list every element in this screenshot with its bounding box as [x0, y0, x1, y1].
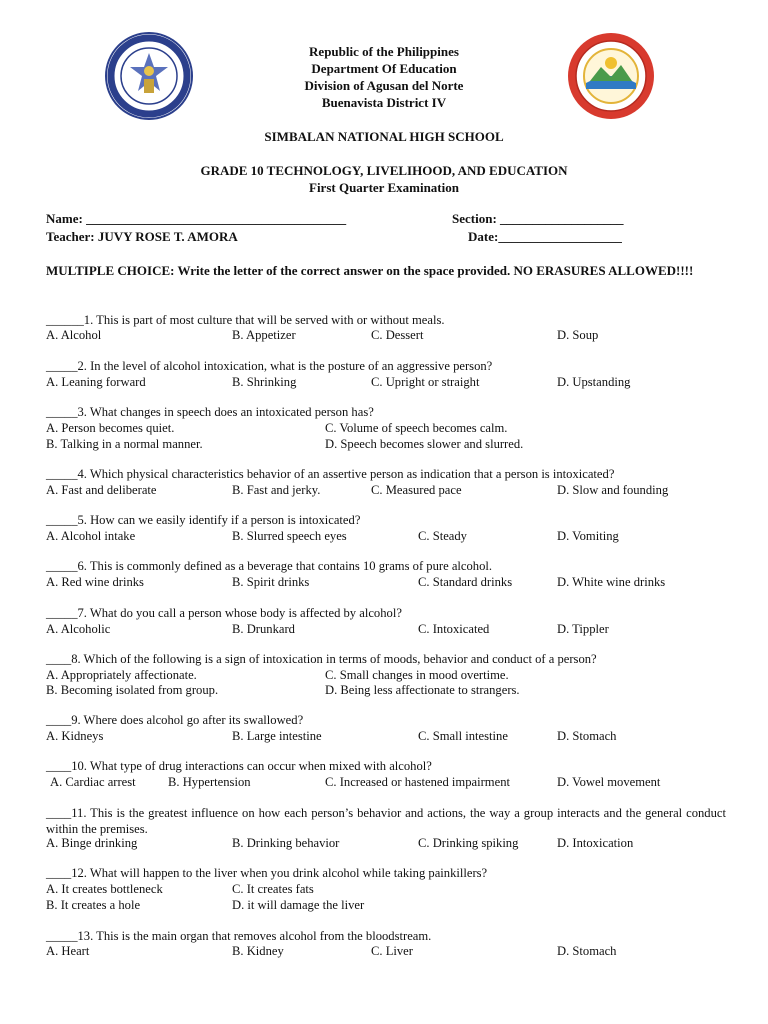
question-7: _____7. What do you call a person whose body is affected by alcohol? [46, 606, 402, 620]
section-field[interactable]: Section: ___________________ [452, 211, 624, 226]
q1-option-b: B. Appetizer [232, 328, 296, 342]
q1-option-a: A. Alcohol [46, 328, 102, 342]
q7-option-d: D. Tippler [557, 622, 609, 636]
q8-option-b: B. Becoming isolated from group. [46, 683, 219, 697]
q7-option-c: C. Intoxicated [418, 622, 490, 636]
school-name: SIMBALAN NATIONAL HIGH SCHOOL [264, 129, 504, 144]
q11-option-b: B. Drinking behavior [232, 836, 340, 850]
division-seal [566, 31, 656, 121]
q4-option-c: C. Measured pace [371, 483, 462, 497]
q3-option-a: A. Person becomes quiet. [46, 421, 175, 435]
q13-option-a: A. Heart [46, 944, 90, 958]
q6-option-d: D. White wine drinks [557, 575, 666, 589]
header-line-2: Department Of Education [311, 61, 457, 76]
question-2: _____2. In the level of alcohol intoxication, what is the posture of an aggressive person? [46, 359, 493, 373]
question-13: _____13. This is the main organ that removes alcohol from the bloodstream. [46, 929, 432, 943]
q7-option-b: B. Drunkard [232, 622, 295, 636]
q12-option-a: A. It creates bottleneck [46, 882, 163, 896]
subject-title: GRADE 10 TECHNOLOGY, LIVELIHOOD, AND EDUCATION [200, 163, 568, 178]
question-9: ____9. Where does alcohol go after its swallowed? [46, 713, 304, 727]
question-1: ______1. This is part of most culture that will be served with or without meals. [46, 313, 445, 327]
q6-option-b: B. Spirit drinks [232, 575, 310, 589]
q4-option-b: B. Fast and jerky. [232, 483, 321, 497]
q13-option-d: D. Stomach [557, 944, 617, 958]
q12-option-b: B. It creates a hole [46, 898, 141, 912]
q1-option-d: D. Soup [557, 328, 599, 342]
header-line-1: Republic of the Philippines [309, 44, 459, 59]
q6-option-a: A. Red wine drinks [46, 575, 144, 589]
q10-option-b: B. Hypertension [168, 775, 251, 789]
q4-option-d: D. Slow and founding [557, 483, 669, 497]
q9-option-a: A. Kidneys [46, 729, 104, 743]
q4-option-a: A. Fast and deliberate [46, 483, 157, 497]
q12-option-c: C. It creates fats [232, 882, 314, 896]
date-field[interactable]: Date:___________________ [468, 229, 622, 244]
q11-option-c: C. Drinking spiking [418, 836, 519, 850]
question-5: _____5. How can we easily identify if a person is intoxicated? [46, 513, 361, 527]
q8-option-c: C. Small changes in mood overtime. [325, 668, 509, 682]
question-10: ____10. What type of drug interactions can occur when mixed with alcohol? [46, 759, 432, 773]
header-line-3: Division of Agusan del Norte [304, 78, 464, 93]
q9-option-d: D. Stomach [557, 729, 617, 743]
q2-option-b: B. Shrinking [232, 375, 297, 389]
q3-option-d: D. Speech becomes slower and slurred. [325, 437, 524, 451]
q6-option-c: C. Standard drinks [418, 575, 513, 589]
instructions: MULTIPLE CHOICE: Write the letter of the correct answer on the space provided. NO ERASURES ALLOWED!!!! [46, 263, 694, 278]
q5-option-b: B. Slurred speech eyes [232, 529, 347, 543]
q2-option-c: C. Upright or straight [371, 375, 480, 389]
q9-option-b: B. Large intestine [232, 729, 322, 743]
name-field[interactable]: Name: ________________________________________ [46, 211, 347, 226]
teacher-field: Teacher: JUVY ROSE T. AMORA [46, 229, 238, 244]
q3-option-c: C. Volume of speech becomes calm. [325, 421, 508, 435]
q10-option-c: C. Increased or hastened impairment [325, 775, 510, 789]
q10-option-a: A. Cardiac arrest [50, 775, 136, 789]
q13-option-c: C. Liver [371, 944, 413, 958]
q5-option-d: D. Vomiting [557, 529, 619, 543]
question-11: ____11. This is the greatest influence on how each person’s behavior and actions, the way a group interacts and the general conduct within the premises. [46, 806, 726, 836]
q10-option-d: D. Vowel movement [557, 775, 661, 789]
question-12: ____12. What will happen to the liver when you drink alcohol while taking painkillers? [46, 866, 488, 880]
exam-title: First Quarter Examination [309, 180, 459, 195]
q3-option-b: B. Talking in a normal manner. [46, 437, 203, 451]
q7-option-a: A. Alcoholic [46, 622, 111, 636]
q2-option-a: A. Leaning forward [46, 375, 146, 389]
header-line-4: Buenavista District IV [321, 95, 447, 110]
q12-option-d: D. it will damage the liver [232, 898, 365, 912]
q11-option-a: A. Binge drinking [46, 836, 138, 850]
q9-option-c: C. Small intestine [418, 729, 508, 743]
q13-option-b: B. Kidney [232, 944, 284, 958]
question-3: _____3. What changes in speech does an intoxicated person has? [46, 405, 374, 419]
q8-option-a: A. Appropriately affectionate. [46, 668, 197, 682]
question-4: _____4. Which physical characteristics behavior of an assertive person as indication that a person is intoxicated? [46, 467, 615, 481]
q5-option-a: A. Alcohol intake [46, 529, 136, 543]
q8-option-d: D. Being less affectionate to strangers. [325, 683, 520, 697]
question-8: ____8. Which of the following is a sign of intoxication in terms of moods, behavior and conduct of a person? [46, 652, 597, 666]
question-6: _____6. This is commonly defined as a beverage that contains 10 grams of pure alcohol. [46, 559, 493, 573]
q2-option-d: D. Upstanding [557, 375, 631, 389]
q5-option-c: C. Steady [418, 529, 467, 543]
q11-option-d: D. Intoxication [557, 836, 634, 850]
q1-option-c: C. Dessert [371, 328, 424, 342]
